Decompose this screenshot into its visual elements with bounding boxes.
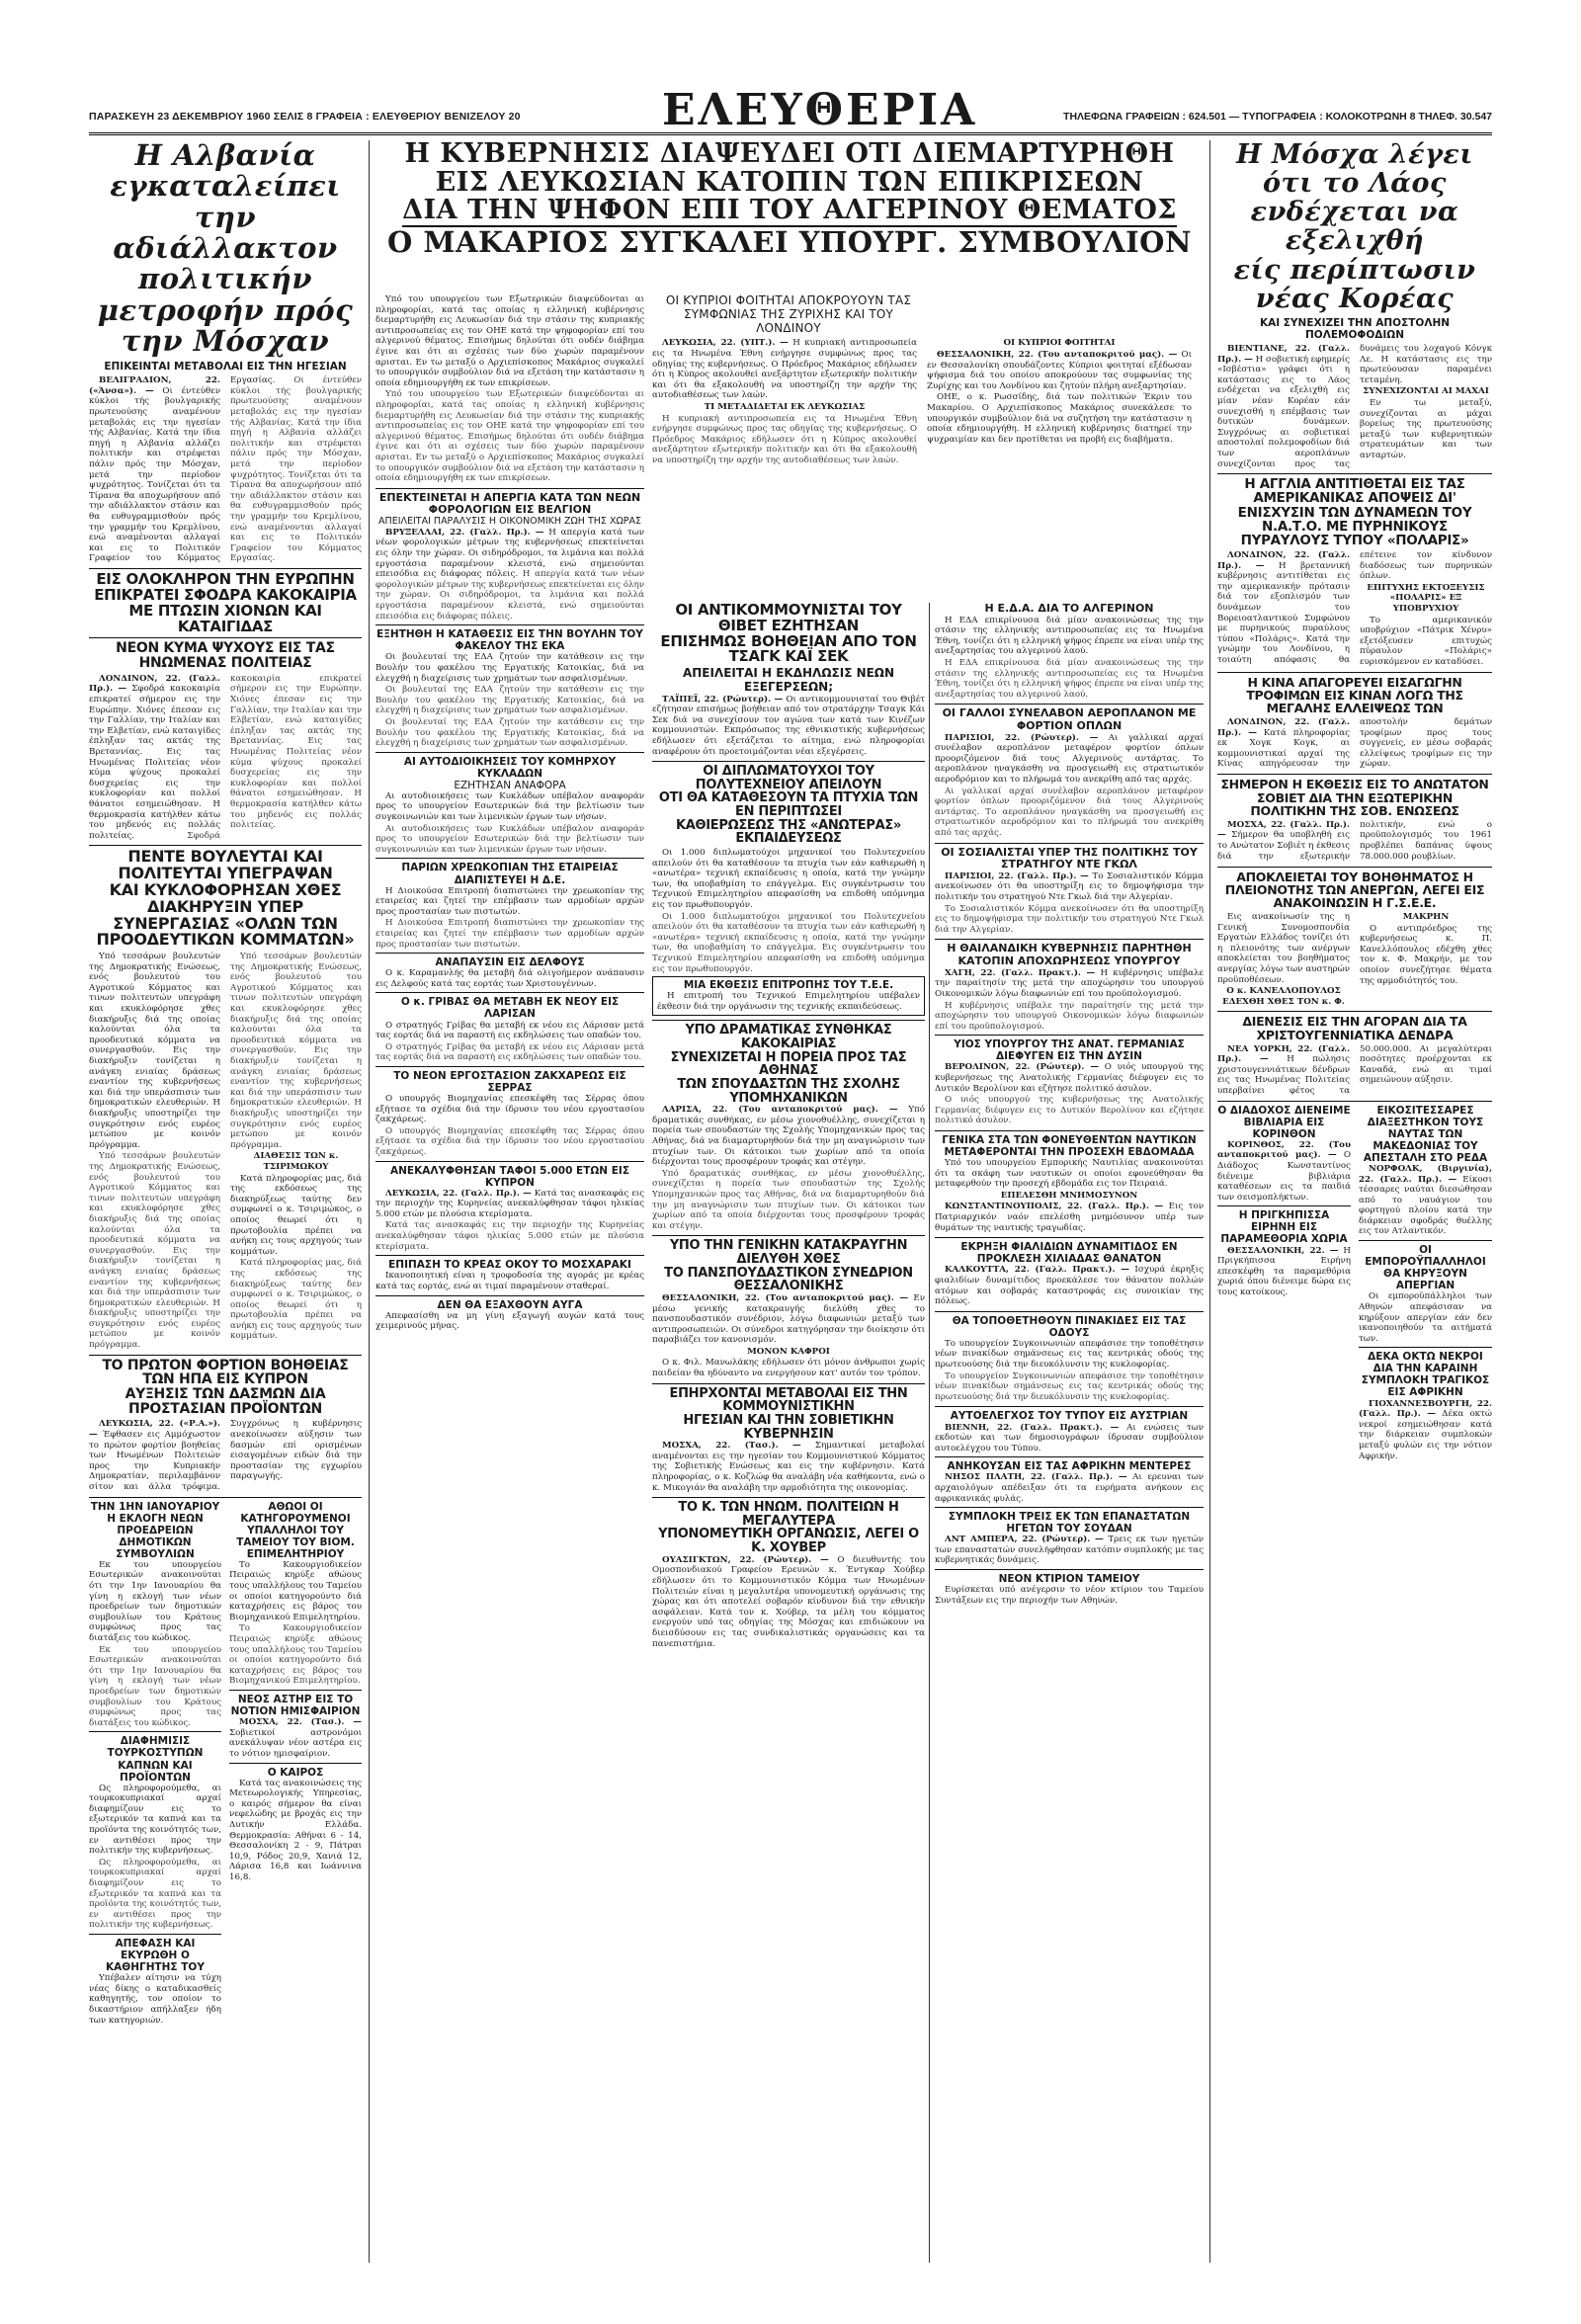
headline-text: ΔΙΑ ΤΗΝ ΨΗΦΟΝ ΕΠΙ ΤΟΥ ΑΛΓΕΡΙΝΟΥ ΘΕΜΑΤΟΣ xyxy=(402,195,1177,226)
dateline: ΛΟΝΔΙΝΟΝ, 22. (Γαλλ. Πρ.). — xyxy=(89,673,220,695)
article-text: Αι γαλλικαί αρχαί συνέλαβον αεροπλάνον μεταφέρον φορτίον όπλων προοριζόμενον διά τους Αλγερινούς αντάρτας. Το αεροπλάνον ηναγκάσθη να προσγειωθή εις στρατιωτικόν αεροδρόμιον και το πλήρωμά του ανεκρίθη από τας αρχάς. xyxy=(935,786,1204,839)
article-subheading: ΤΙ ΜΕΤΑΔΙΔΕΤΑΙ ΕΚ ΛΕΥΚΩΣΙΑΣ xyxy=(704,401,866,412)
article-text: Έφθασεν εις Αμμόχωστον το πρώτον φορτίον βοηθείας των Ηνωμένων Πολιτειών προς την Κυπριακήν Δημοκρατίαν, περιλαμβάνον σίτον και άλλα τρόφιμα. Συγχρόνως η κυβέρνησις ανεκοίνωσεν αύξησιν των δασμών επί ορισμένων εισαγομένων ειδών διά την προστασίαν της εγχωρίου παραγωγής. xyxy=(89,1419,362,1492)
meat-article xyxy=(375,1271,644,1291)
article-text: Ο υπουργός Βιομηχανίας επεσκέφθη τας Σέρρας όπου εξήτασε τα σχέδια διά την ίδρυσιν του νέου εργοστασίου ζακχάρεως. xyxy=(375,1094,644,1125)
col5-bottom-briefs xyxy=(1217,1105,1492,1463)
dateline: ΜΟΣΧΑ, 22. (Τασ.). — xyxy=(662,1441,801,1452)
sailors-rescued-article xyxy=(1359,1164,1492,1237)
headline-line: ΠΕΝΤΕ ΒΟΥΛΕΥΤΑΙ ΚΑΙ ΠΟΛΙΤΕΥΤΑΙ ΥΠΕΓΡΑΨΑΝ xyxy=(118,847,333,883)
africa-finds-article xyxy=(935,1472,1204,1504)
unemployed-article xyxy=(1217,912,1492,1007)
clash-headline: ΣΥΜΠΛΟΚΗ ΤΡΕΙΣ ΕΚ ΤΩΝ ΕΠΑΝΑΣΤΑΤΩΝ ΗΓΕΤΩΝ ΤΟΥ ΣΟΥΔΑΝ xyxy=(948,1511,1191,1536)
headline-line: ΟΙ ΔΙΠΛΩΜΑΤΟΥΧΟΙ ΤΟΥ ΠΟΛΥΤΕΧΝΕΙΟΥ ΑΠΕΙΛΟΥΝ xyxy=(695,764,882,792)
article-text: Η Πριγκήπισσα Ειρήνη επεσκέφθη τα παραμεθόρια χωριά όπου διένειμε δώρα εις τους κατοίκους. xyxy=(1217,1245,1351,1297)
article-text: Οι εμποροϋπάλληλοι των Αθηνών απεφάσισαν να κηρύξουν απεργίαν εάν δεν ικανοποιηθούν τα αιτήματά των. xyxy=(1359,1291,1492,1344)
mayors-article xyxy=(89,1560,221,1729)
brief-column xyxy=(229,1501,362,2028)
dateline: ΓΙΟΧΑΝΝΕΣΒΟΥΡΓΗ, 22. (Γαλλ. Πρ.). — xyxy=(1359,1398,1492,1420)
tombs-article xyxy=(375,1189,644,1253)
article-text: Οι βουλευταί της ΕΔΑ ζητούν την κατάθεσιν εις την Βουλήν του φακέλου της Εργατικής Κατοικίας, διά να ελεγχθή η διαχείρισις των χρημάτων των ασφαλισμένων. xyxy=(375,716,644,749)
clash-article xyxy=(935,1535,1204,1566)
article-text: Κατά τας ανασκαφάς εις την περιοχήν της Κυρηνείας ανεκαλύφθησαν τάφοι ηλικίας 5.000 ετών με πλούσια κτερίσματα. xyxy=(375,1220,644,1252)
dateline: ΛΑΡΙΣΑ, 22. (Του ανταποκριτού μας). — xyxy=(662,1105,898,1116)
bottom-briefs xyxy=(89,1501,362,2028)
article-text: Η κυπριακή αντιπροσωπεία εις τα Ηνωμένα Έθνη ενήργησε συμφώνως προς τας οδηγίας της κυβερνήσεως. Ο Πρόεδρος Μακάριος εδήλωσεν ότι η Κύπρος ακολουθεί ανεξάρτητον εξωτερικήν πολιτικήν και ότι θα εξακολουθή να υποστηρίζη την αρχήν της αυτοδιαθέσεως των λαών. xyxy=(652,413,917,465)
article-text: Σήμερον θα υποβληθή εις το Ανώτατον Σοβιέτ η έκθεσις διά την εξωτερικήν πολιτικήν, ενώ ο προϋπολογισμός του 1961 προβλέπει δαπάνας ύψους 78.000.000 ρουβλίων. xyxy=(1217,819,1492,862)
china-food-article xyxy=(1217,717,1492,770)
explosion-headline: ΕΚΡΗΞΗ ΦΙΑΛΙΔΙΩΝ ΔΥΝΑΜΙΤΙΔΟΣ ΕΝ ΠΡΟΚΛΕΣΗ ΧΙΛΙΑΔΑΣ ΘΑΝΑΤΟΝ xyxy=(960,1241,1178,1266)
polaris-article xyxy=(1217,550,1492,668)
albania-subheadline: ΕΠΙΚΕΙΝΤΑΙ ΜΕΤΑΒΟΛΑΙ ΕΙΣ ΤΗΝ ΗΓΕΣΙΑΝ xyxy=(104,361,347,374)
star-headline: ΝΕΟΣ ΑΣΤΗΡ ΕΙΣ ΤΟ ΝΟΤΙΟΝ ΗΜΙΣΦΑΙΡΙΟΝ xyxy=(230,1694,361,1718)
headline-line: την αδιάλλακτον πολιτικήν xyxy=(113,200,338,296)
headline-line: ΣΥΝΕΧΙΖΕΤΑΙ Η ΠΟΡΕΙΑ ΠΡΟΣ ΤΑΣ ΑΘΗΝΑΣ xyxy=(670,1049,907,1079)
headline-line: ΥΠΟ ΤΗΝ ΓΕΝΙΚΗΝ ΚΑΤΑΚΡΑΥΓΗΝ ΔΙΕΛΥΘΗ ΧΘΕΣ xyxy=(669,1238,908,1267)
article-text: Αι αυτοδιοικήσεις των Κυκλάδων υπέβαλον αναφοράν προς το υπουργείον Εσωτερικών διά την βελτίωσιν των συγκοινωνιών και των λιμενικών έργων των νήσων. xyxy=(375,823,644,855)
dateline: ΚΑΛΚΟΥΤΤΑ, 22. (Γαλλ. Πρακτ.). — xyxy=(945,1265,1129,1276)
dateline: ΠΑΡΙΣΙΟΙ, 22. (Γαλλ. Πρ.). — xyxy=(945,871,1089,881)
dateline: ΘΕΣΣΑΛΟΝΙΚΗ, 22. — xyxy=(1227,1245,1339,1256)
socialists-headline: ΟΙ ΣΟΣΙΑΛΙΣΤΑΙ ΥΠΕΡ ΤΗΣ ΠΟΛΙΤΙΚΗΣ ΤΟΥ ΣΤΡΑΤΗΓΟΥ ΝΤΕ ΓΚΩΛ xyxy=(941,845,1198,872)
aid-headline: ΤΟ ΠΡΩΤΟΝ ΦΟΡΤΙΟΝ ΒΟΗΘΕΙΑΣ ΤΩΝ ΗΠΑ ΕΙΣ ΚΥΠΡΟΝ xyxy=(102,1357,349,1388)
congress-article xyxy=(652,1293,925,1379)
africa-clash-article xyxy=(1359,1399,1492,1462)
article-text: Η Διοικούσα Επιτροπή διαπιστώνει την χρεωκοπίαν της εταιρείας και ζητεί την επέμβασιν των αρμοδίων αρχών προς προστασίαν των πιστωτών. xyxy=(375,918,644,950)
dateline: ΒΡΥΞΕΛΛΑΙ, 22. (Γαλλ. Πρ.). — xyxy=(385,527,544,538)
china-food-headline: Η ΚΙΝΑ ΑΠΑΓΟΡΕΥΕΙ ΕΙΣΑΓΩΓΗΝ ΤΡΟΦΙΜΩΝ ΕΙΣ ΚΙΝΑΝ ΛΟΓΩ ΤΗΣ ΜΕΓΑΛΗΣ ΕΛΛΕΙΨΕΩΣ ΤΩΝ xyxy=(1246,674,1463,715)
treasury-headline: ΝΕΟΝ ΚΤΙΡΙΟΝ ΤΑΜΕΙΟΥ xyxy=(998,1573,1140,1586)
dateline: ΛΕΥΚΩΣΙΑ, 22. (ΥΠΤ.). — xyxy=(662,338,789,349)
strike-article xyxy=(375,528,644,622)
headline-line: ΣΥΝΕΡΓΑΣΙΑΣ «ΟΛΩΝ ΤΩΝ ΠΡΟΟΔΕΥΤΙΚΩΝ ΚΟΜΜΑΤΩΝ» xyxy=(96,913,355,950)
headline-line: ΗΓΕΣΙΑΝ ΚΑΙ ΤΗΝ ΣΟΒΙΕΤΙΚΗΝ ΚΥΒΕΡΝΗΣΙΝ xyxy=(683,1412,894,1442)
article-text: Δέκα οκτώ νεκροί εσημειώθησαν κατά την διάρκειαν συμπλοκών μεταξύ φυλών εις την νότιον Αφρικήν. xyxy=(1359,1409,1492,1461)
headline-line: ΟΙ ΑΝΤΙΚΟΜΜΟΥΝΙΣΤΑΙ ΤΟΥ ΘΙΒΕΤ ΕΖΗΤΗΣΑΝ xyxy=(675,601,902,634)
article-subheading: ΣΥΝΕΧΙΖΟΝΤΑΙ ΑΙ ΜΑΧΑΙ xyxy=(1363,386,1489,397)
sailors-article xyxy=(935,1158,1204,1233)
bankruptcy-article xyxy=(375,886,644,951)
grivas-headline: Ο κ. ΓΡΙΒΑΣ ΘΑ ΜΕΤΑΒΗ ΕΚ ΝΕΟΥ ΕΙΣ ΛΑΡΙΣΑΝ xyxy=(400,996,620,1021)
tee-box xyxy=(652,976,925,1016)
dateline: ΒΙΕΝΝΗ, 22. (Γαλλ. Πρακτ.). — xyxy=(945,1422,1120,1433)
resignation-article xyxy=(935,968,1204,1033)
article-text: Αι ενώσεις των εκδοτών και των δημοσιογράφων ίδρυσαν συμβούλιον αυτοελέγχου του Τύπου. xyxy=(935,1422,1204,1453)
article-text: Η ΕΔΑ επικρίνουσα διά μίαν ανακοινώσεως της την στάσιν της ελληνικής αντιπροσωπείας εις τα Ηνωμένα Έθνη, τονίζει ότι η ελληνική ψήφος έπρεπε να είναι υπέρ της ανεξαρτησίας του αλγερινού λαού. xyxy=(935,615,1204,657)
article-text: Ικανοποιητική είναι η τροφοδοσία της αγοράς με κρέας κατά τας εορτάς, ενώ αι τιμαί παραμένουν σταθεραί. xyxy=(375,1271,644,1291)
newspaper-page xyxy=(89,85,1493,2263)
article-subheading: ΕΠΙΤΥΧΗΣ ΕΚΤΟΞΕΥΣΙΣ «ΠΟΛΑΡΙΣ» ΕΞ ΥΠΟΒΡΥΧΙΟΥ xyxy=(1367,582,1485,615)
serres-headline: ΤΟ ΝΕΟΝ ΕΡΓΟΣΤΑΣΙΟΝ ΖΑΚΧΑΡΕΩΣ ΕΙΣ ΣΕΡΡΑΣ xyxy=(393,1069,626,1094)
article-text: Εν μέσω γενικής κατακραυγής διελύθη χθες το πανσπουδαστικόν συνέδριον, λόγω διαφωνιών μεταξύ των αντιπροσωπειών. Οι σύνεδροι κατηγόρησαν την διοίκησιν ότι παραβιάζει τον κανονισμόν. xyxy=(652,1292,925,1346)
article-text: Σημαντικαί μεταβολαί αναμένονται εις την ηγεσίαν του Κομμουνιστικού Κόμματος της Σοβιετικής Ενώσεως και εις την κυβέρνησιν. Κατά πληροφορίας, ο κ. Κοζλώφ θα αναλάβη νέα καθήκοντα, ενώ ο κ. Μικογιάν θα αναλάβη την αρμοδιότητα της οικονομίας. xyxy=(652,1441,925,1493)
dateline: ΛΕΥΚΩΣΙΑ, 22. (Γαλλ. Πρ.). — xyxy=(385,1188,532,1199)
march-headline xyxy=(652,1024,925,1105)
self-gov-headline: ΑΙ ΑΥΤΟΔΙΟΙΚΗΣΕΙΣ ΤΟΥ ΚΟΜΗΡΧΟΥ ΚΥΚΛΑΔΩΝ xyxy=(403,755,617,780)
unemployed-headline: ΑΠΟΚΛΕΙΕΤΑΙ ΤΟΥ ΒΟΗΘΗΜΑΤΟΣ Η ΠΛΕΙΟΝΟΤΗΣ ΤΩΝ ΑΝΕΡΓΩΝ, ΛΕΓΕΙ ΕΙΣ ΑΝΑΚΟΙΝΩΣΙΝ Η Γ.Σ.Ε.Ε. xyxy=(1224,869,1485,910)
headline-line: ενδέχεται να εξελιχθή xyxy=(1250,197,1459,257)
signs-article xyxy=(935,1339,1204,1403)
tee-box-text xyxy=(657,991,920,1012)
masthead xyxy=(89,85,1492,135)
tax-article xyxy=(229,1560,362,1687)
article-text: Υπό του υπουργείου των Εξωτερικών διαψεύδονται αι πληροφορίαι, κατά τας οποίας η ελληνική κυβέρνησις διεμαρτυρήθη εις Λευκωσίαν διά την στάσιν της κυπριακής αντιπροσωπείας εις τον ΟΗΕ κατά την ψηφοφορίαν επί του αλγερινού θέματος. Επισήμως δηλούται ότι ουδέν διάβημα έγινε και ότι αι σχέσεις των δύο χωρών παραμένουν αρισται. Εν τω μεταξύ ο Αρχιεπίσκοπος Μακάριος συγκαλεί το υπουργικόν συμβούλιον διά να εξετάση την κατάστασιν η οποία εδημιουργήθη εκ των επικρίσεων. xyxy=(375,389,644,484)
headline-line xyxy=(375,197,1204,227)
headline-line: ΤΟ Κ. ΤΩΝ ΗΝΩΜ. ΠΟΛΙΤΕΙΩΝ Η ΜΕΓΑΛΥΤΕΡΑ xyxy=(678,1500,899,1529)
dateline: ΘΕΣΣΑΛΟΝΙΚΗ, 22. (Του ανταποκριτού μας). — xyxy=(937,349,1178,360)
article-text: Το Σοσιαλιστικόν Κόμμα ανεκοίνωσεν ότι θα υποστηρίξη εις το δημοψήφισμα την πολιτικήν του στρατηγού Ντε Γκωλ διά την Αλγερίαν. xyxy=(935,903,1204,935)
headline-line: ΥΠΟ ΔΡΑΜΑΤΙΚΑΣ ΣΥΝΘΗΚΑΣ ΚΑΚΟΚΑΙΡΙΑΣ xyxy=(685,1023,892,1052)
dateline: ΝΟΡΦΟΛΚ, (Βιργινία), 22. (Γαλλ. Πρ.). — xyxy=(1359,1163,1492,1185)
article-text: Υπέβαλεν αίτησιν να τύχη νέας δίκης ο καταδικασθείς καθηγητής, τον οποίον το δικαστήριον απήλλαξεν ήδη των κατηγοριών. xyxy=(89,1973,221,2026)
article-text: Εν τω μεταξύ, συνεχίζονται αι μάχαι βορείως της πρωτευούσης μεταξύ των κυβερνητικών στρατευμάτων και των ανταρτών. xyxy=(1360,398,1492,460)
article-text: Ο κ. Φιλ. Μανωλάκης εδήλωσεν ότι μόνον άνθρωποι χωρίς παιδείαν θα ηδύναντο να ενεργήσουν κατ' αυτόν τον τρόπον. xyxy=(652,1358,925,1379)
dateline: ΠΑΡΙΣΙΟΙ, 22. (Ρώυτερ). — xyxy=(945,732,1099,743)
column-1 xyxy=(89,140,362,2027)
tibet-article xyxy=(652,695,925,758)
article-text: Η απεργία κατά των νέων φορολογικών μέτρων της κυβερνήσεως επεκτείνεται εις όλην την χώραν. Οι σιδηρόδρομοι, τα λιμάνια και πολλά εργοστάσια παραμένουν κλειστά, ενώ σημειούνται επεισόδια εις διάφορας πόλεις. xyxy=(375,527,644,580)
dateline: ΝΗΣΟΣ ΠΛΑΤΗ, 22. (Γαλλ. Πρ.). — xyxy=(945,1472,1127,1483)
laos-subheadline: ΚΑΙ ΣΥΝΕΧΙΖΕΙ ΤΗΝ ΑΠΟΣΤΟΛΗΝ ΠΟΛΕΜΟΦΟΔΙΩΝ xyxy=(1259,316,1451,341)
tibet-subheadline: ΑΠΕΙΛΕΙΤΑΙ Η ΕΚΔΗΛΩΣΙΣ ΝΕΩΝ ΕΞΕΓΕΡΣΕΩΝ; xyxy=(682,666,895,694)
defector-headline: ΥΙΟΣ ΥΠΟΥΡΓΟΥ ΤΗΣ ΑΝΑΤ. ΓΕΡΜΑΝΙΑΣ ΔΙΕΦΥΓΕΝ ΕΙΣ ΤΗΝ ΔΥΣΙΝ xyxy=(954,1038,1185,1063)
albania-headline xyxy=(89,140,362,357)
main-headline xyxy=(375,140,1204,258)
article-subheading: ΜΟΝΟΝ ΚΑΦΡΟΙ xyxy=(747,1346,830,1357)
article-text: Υπό τεσσάρων βουλευτών της Δημοκρατικής Ενώσεως, ενός βουλευτού του Αγροτικού Κόμματος και τινων πολιτευτών υπεγράφη και εκυκλοφόρησε χθες διακήρυξις διά της οποίας καλούνται όλα τα προοδευτικά κόμματα να συνεργασθούν. Εις την διακήρυξιν τονίζεται η ανάγκη ενιαίας δράσεως εναντίον της κυβερνήσεως και διά την υπεράσπισιν των δημοκρατικών ελευθεριών. Η διακήρυξις υποστηρίζει την συγκρότησιν ενός ευρέος μετώπου με κοινόν πρόγραμμα. xyxy=(89,1151,220,1351)
mayors-headline: ΤΗΝ 1ΗΝ ΙΑΝΟΥΑΡΙΟΥ Η ΕΚΛΟΓΗ ΝΕΩΝ ΠΡΟΕΔΡΕΙΩΝ ΔΗΜΟΤΙΚΩΝ ΣΥΜΒΟΥΛΙΩΝ xyxy=(90,1500,220,1560)
tobacco-headline: ΔΙΑΦΗΜΙΣΙΣ ΤΟΥΡΚΟΣΤΥΠΩΝ ΚΑΠΝΩΝ ΚΑΙ ΠΡΟΪΟΝΤΩΝ xyxy=(107,1735,204,1784)
article-text: Το υπουργείον Συγκοινωνιών απεφάσισε την τοποθέτησιν νέων πινακίδων σημάνσεως εις τας κεντρικάς οδούς της πρωτευούσης διά την διευκόλυνσιν της κυκλοφορίας. xyxy=(935,1338,1204,1370)
article-text: Κατά τας ανακοινώσεις της Μετεωρολογικής Υπηρεσίας, ο καιρός σήμερον θα είναι νεφελώδης με βροχάς εις την Δυτικήν Ελλάδα. Θερμοκρασία: Αθήναι 6 - 14, Θεσσαλονίκη 2 - 9, Πάτραι 10,9, Ρόδος 20,9, Χανιά 12, Λάρισα 16,8 και Ιωάννινα 16,8. xyxy=(229,1778,362,1882)
hoover-article xyxy=(652,1555,925,1649)
brief-column xyxy=(1359,1105,1492,1463)
headline-line: ΤΟ ΠΑΝΣΠΟΥΔΑΣΤΙΚΟΝ ΣΥΝΕΔΡΙΟΝ ΘΕΣΣΑΛΟΝΙΚΗΣ xyxy=(664,1265,913,1294)
masthead-rule xyxy=(89,132,1492,135)
princess-headline: Η ΠΡΙΓΚΗΠΙΣΣΑ ΕΙΡΗΝΗ ΕΙΣ ΠΑΡΑΜΕΘΟΡΙΑ ΧΩΡΙΑ xyxy=(1220,1209,1348,1246)
article-text: Εκ του υπουργείου Εσωτερικών ανακοινούται ότι την 1ην Ιανουαρίου θα γίνη η εκλογή των νέων προεδρείων των δημοτικών συμβουλίων του Κράτους συμφώνως προς τας διατάξεις του κώδικος. xyxy=(89,1644,221,1728)
cyprus-continued xyxy=(652,338,1192,465)
brief-column xyxy=(89,1501,221,2028)
headline-line: μετροφήν πρός την Μόσχαν xyxy=(97,292,354,358)
headline-line: Η Αλβανία εγκαταλείπει xyxy=(110,138,341,204)
tibet-headline xyxy=(652,603,925,665)
eggs-article xyxy=(375,1311,644,1332)
article-text: Κατά πληροφορίας μας, διά της εκδόσεως της διακηρύξεως ταύτης δεν συμφωνεί ο κ. Τσιριμώκος, ο οποίος θεωρεί ότι η πρωτοβουλία πρέπει να ανήκη εις τους αρχηγούς των κομμάτων. xyxy=(230,1258,362,1342)
article-text: Κατά πληροφορίας μας, διά της εκδόσεως της διακηρύξεως ταύτης δεν συμφωνεί ο κ. Τσιριμώκος, ο οποίος θεωρεί ότι η πρωτοβουλία πρέπει να ανήκη εις τους αρχηγούς των κομμάτων. xyxy=(230,1173,362,1257)
aid-article xyxy=(89,1419,362,1492)
headline-line: ΕΙΣ ΛΕΥΚΩΣΙΑΝ ΚΑΤΟΠΙΝ ΤΩΝ ΕΠΙΚΡΙΣΕΩΝ xyxy=(435,166,1144,198)
serres-article xyxy=(375,1094,644,1158)
dateline: ΚΟΡΙΝΘΟΣ, 22. (Του ανταποκριτού μας). — xyxy=(1217,1139,1351,1161)
article-subheading: ΕΠΕΛΕΣΘΗ ΜΝΗΜΟΣΥΝΟΝ xyxy=(1000,1190,1138,1201)
supreme-soviet-article xyxy=(1217,820,1492,863)
africa-clash-headline: ΔΕΚΑ ΟΚΤΩ ΝΕΚΡΟΙ ΔΙΑ ΤΗΝ ΚΑΡΑΙΝΗ ΣΥΜΠΛΟΚΗ ΤΡΑΓΙΚΟΣ ΕΙΣ ΑΦΡΙΚΗΝ xyxy=(1361,1351,1490,1399)
self-gov-article xyxy=(375,791,644,856)
column-2 xyxy=(375,294,644,1333)
soviet-leadership-headline xyxy=(652,1387,925,1442)
article-text: Η σοβιετική εφημερίς «Ισβέστια» γράφει ότι η κατάστασις εις το Λάος ενδέχεται να εξελιχθή εις μίαν νέαν Κορέαν εάν συνεχισθή η επέμβασις των δυτικών δυνάμεων. Συγχρόνως αι σοβιετικαί αποστολαί πολεμοφοδίων διά των αεροπλάνων συνεχίζονται προς τας δυνάμεις του λοχαγού Κόνγκ Λε. Η κατάστασις εις την πρωτεύουσαν παραμένει τεταμένη. xyxy=(1217,344,1492,469)
article-text: Ο κ. Καραμανλής θα μεταβή διά ολιγοήμερον ανάπαυσιν εις Δελφούς κατά τας εορτάς των Χριστουγέννων. xyxy=(375,968,644,989)
dateline: ΛΟΝΔΙΝΟΝ, 22. (Γαλλ. Πρ.). — xyxy=(1217,716,1350,738)
article-text: Ο υιός υπουργού της κυβερνήσεως της Ανατολικής Γερμανίας διέφυγεν εις το Δυτικόν Βερολίνον και εζήτησε πολιτικό άσυλον. xyxy=(935,1062,1204,1094)
tax-headline: ΑΘΩΟΙ ΟΙ ΚΑΤΗΓΟΡΟΥΜΕΝΟΙ ΥΠΑΛΛΗΛΟΙ ΤΟΥ ΤΑΜΕΙΟΥ ΤΟΥ ΒΙΟΜ. ΕΠΙΜΕΛΗΤΗΡΙΟΥ xyxy=(236,1500,355,1560)
article-text: Ο διευθυντής του Ομοσπονδιακού Γραφείου Ερευνών κ. Έντγκαρ Χούβερ εδήλωσεν ότι το Κομμουνιστικόν Κόμμα των Ηνωμένων Πολιτειών είναι η μεγαλυτέρα υπονομευτική οργάνωσις της χώρας και ότι αποτελεί σοβαρόν κίνδυνον διά την εθνικήν ασφάλειαν. Κατά τον κ. Χούβερ, τα μέλη του κόμματος ενεργούν υπό τας οδηγίας της Μόσχας και επιδιώκουν να διεισδύσουν εις τας συνδικαλιστικάς οργανώσεις και τα πανεπιστήμια. xyxy=(652,1554,925,1649)
article-text: Υπό τεσσάρων βουλευτών της Δημοκρατικής Ενώσεως, ενός βουλευτού του Αγροτικού Κόμματος και τινων πολιτευτών υπεγράφη και εκυκλοφόρησε χθες διακήρυξις διά της οποίας καλούνται όλα τα προοδευτικά κόμματα να συνεργασθούν. Εις την διακήρυξιν τονίζεται η ανάγκη ενιαίας δράσεως εναντίον της κυβερνήσεως και διά την υπεράσπισιν των δημοκρατικών ελευθεριών. Η διακήρυξις υποστηρίζει την συγκρότησιν ενός ευρέος μετώπου με κοινόν πρόγραμμα. xyxy=(89,952,220,1150)
headline-line: ΤΩΝ ΣΠΟΥΔΑΣΤΩΝ ΤΗΣ ΣΧΟΛΗΣ ΥΠΟΜΗΧΑΝΙΚΩΝ xyxy=(677,1076,900,1106)
dateline: ΒΙΕΝΤΙΑΝΕ, 22. (Γαλλ. Πρ.). — xyxy=(1217,344,1350,365)
cold-subheadline: ΝΕΟΝ ΚΥΜΑ ΨΥΧΟΥΣ ΕΙΣ ΤΑΣ ΗΝΩΜΕΝΑΣ ΠΟΛΙΤΕΙΑΣ xyxy=(116,640,335,672)
center-top xyxy=(375,140,1204,258)
headline-line: ΥΠΟΝΟΜΕΥΤΙΚΗ ΟΡΓΑΝΩΣΙΣ, ΛΕΓΕΙ Ο Κ. ΧΟΥΒΕΡ xyxy=(658,1527,919,1556)
socialists-article xyxy=(935,872,1204,936)
article-text: Ο Διάδοχος Κωνσταντίνος διένειμε βιβλιάρια καταθέσεων εις τα παιδιά των σεισμοπλήκτων. xyxy=(1217,1150,1352,1203)
article-text: Ως πληροφορούμεθα, αι τουρκοκυπριακαί αρχαί διαφημίζουν εις το εξωτερικόν τα καπνά και τα προϊόντα της κοινότητός των, εν αντιθέσει προς την πολιτικήν της κυβερνήσεως. xyxy=(89,1783,221,1857)
article-text: Η κυβέρνησις υπέβαλε την παραίτησίν της μετά την αποχώρησιν του υπουργού Οικονομικών λόγω διαφωνιών επί του προϋπολογισμού. xyxy=(935,967,1204,999)
eggs-headline: ΔΕΝ ΘΑ ΕΞΑΧΘΟΥΝ ΑΥΓΑ xyxy=(437,1298,583,1311)
strike-headline: ΕΠΕΚΤΕΙΝΕΤΑΙ Η ΑΠΕΡΓΙΑ ΚΑΤΑ ΤΩΝ ΝΕΩΝ ΦΟΡΟΛΟΓΙΩΝ ΕΙΣ ΒΕΛΓΙΟΝ xyxy=(378,490,641,517)
tombs-headline: ΑΝΕΚΑΛΥΦΘΗΣΑΝ ΤΑΦΟΙ 5.000 ΕΤΩΝ ΕΙΣ ΚΥΠΡΟΝ xyxy=(390,1164,629,1189)
article-text: Το υπουργείον Συγκοινωνιών απεφάσισε την τοποθέτησιν νέων πινακίδων σημάνσεως εις τας κεντρικάς οδούς της πρωτευούσης διά την διευκόλυνσιν της κυκλοφορίας. xyxy=(935,1370,1204,1402)
headline-line: ΟΤΙ ΘΑ ΚΑΤΑΘΕΣΟΥΝ ΤΑ ΠΤΥΧΙΑ ΤΩΝ ΕΝ ΠΕΡΙΠΤΩΣΕΙ xyxy=(658,790,919,820)
congress-headline xyxy=(652,1239,925,1293)
article-text: Ο στρατηγός Γρίβας θα μεταβή εκ νέου εις Λάρισαν μετά τας εορτάς διά να παραστή εις εκδηλώσεις των οπαδών του. xyxy=(375,1020,644,1041)
article-text: Απεφασίσθη να μη γίνη εξαγωγή αυγών κατά τους χειμερινούς μήνας. xyxy=(375,1310,644,1332)
article-text: Ως πληροφορούμεθα, αι τουρκοκυπριακαί αρχαί διαφημίζουν εις το εξωτερικόν τα καπνά και τα προϊόντα της κοινότητός των, εν αντιθέσει προς την πολιτικήν της κυβερνήσεως. xyxy=(89,1857,221,1931)
dateline: ΒΕΡΟΛΙΝΟΝ, 22. (Ρώυτερ). — xyxy=(945,1062,1100,1073)
article-text: Η βρεταννική κυβέρνησις αντιτίθεται εις την αμερικανικήν πρότασιν διά τον εξοπλισμόν των δυνάμεων του Βορειοατλαντικού Συμφώνου με πυρηνικούς πυραύλους τύπου «Πολάρις». Κατά την γνώμην του Λονδίνου, η τοιαύτη απόφασις θα επέτεινε τον κίνδυνον διαδόσεως των πυρηνικών όπλων. xyxy=(1217,550,1492,665)
dateline: ΧΑΓΗ, 22. (Γαλλ. Πρακτ.). — xyxy=(945,967,1096,978)
article-text: Το αμερικανικόν υποβρύχιον «Πάτρικ Χένρυ» εξετόξευσεν επιτυχώς πύραυλον «Πολάρις» ευρισκόμενον εν καταδύσει. xyxy=(1360,615,1492,667)
article-text: Αι γαλλικαί αρχαί συνέλαβον αεροπλάνον μεταφέρον φορτίον όπλων προοριζόμενον διά τους Αλγερινούς αντάρτας. Το αεροπλάνον ηναγκάσθη να προσγειωθή εις στρατιωτικόν αεροδρόμιον και το πλήρωμά του ανεκρίθη από τας αρχάς. xyxy=(935,732,1204,786)
column-4 xyxy=(935,603,1204,1607)
column-rule xyxy=(1209,140,1210,2263)
article-text: Οι βουλευταί της ΕΔΑ ζητούν την κατάθεσιν εις την Βουλήν του φακέλου της Εργατικής Κατοικίας, διά να ελεγχθή η διαχείρισις των χρημάτων των ασφαλισμένων. xyxy=(375,685,644,716)
article-text: Ο υπουργός Βιομηχανίας επεσκέφθη τας Σέρρας όπου εξήτασε τα σχέδια διά την ίδρυσιν του νέου εργοστασίου ζακχάρεως. xyxy=(375,1125,644,1157)
article-text: Το Κακουργιοδικείον Πειραιώς κηρύξε αθώους τους υπαλλήλους του Ταμείου οι οποίοι κατηγορούντο διά καταχρήσεις εις βάρος του Βιομηχανικού Επιμελητηρίου. xyxy=(229,1559,362,1622)
sailors-headline: ΓΕΝΙΚΑ ΣΤΑ ΤΩΝ ΦΟΝΕΥΘΕΝΤΩΝ ΝΑΥΤΙΚΩΝ ΜΕΤΑΦΕΡΟΝΤΑΙ ΤΗΝ ΠΡΟΣΕΧΗ ΕΒΔΟΜΑΔΑ xyxy=(942,1133,1197,1159)
march-article xyxy=(652,1105,925,1231)
self-gov-subheadline: ΕΖΗΤΗΣΑΝ ΑΝΑΦΟΡΑ xyxy=(454,779,566,791)
article-text: ΟΗΕ, ο κ. Ρωσσίδης, διά των πολιτικών Έκριν του Μακαρίου. Ο Αρχιεπίσκοπος Μακάριος συνεκάλεσε το υπουργικόν συμβούλιον διά να συζητήση την κατάστασιν η οποία εδημιουργήθη. Η ελληνική κυβέρνησις διατηρεί την ψυχραιμίαν και δεν προτίθεται να προβή εις διαβήματα. xyxy=(927,392,1192,445)
article-text: Οι έντεύθεν κύκλοι τής βουλγαρικής πρωτευούσης αναμένουν μεταβολάς εις την ηγεσίαν τής Αλβανίας. Κατά την ίδια πηγή η Αλβανία αλλάζει πολιτικήν και στρέφεται πάλιν πρός την Μόσχαν, μετά την περίοδον ψυχρότητος. Τονίζεται ότι τα Τίρανα θα αποχωρήσουν από την αδιάλλακτον στάσιν και θα ευθυγραμμισθούν πρός την γραμμήν του Κρεμλίνου, ενώ αναμένονται αλλαγαί και εις το Πολιτικόν Γραφείον του Κόμματος Εργασίας. xyxy=(230,375,362,564)
africa-finds-headline: ΑΝΗΚΟΥΣΑΝ ΕΙΣ ΤΑΣ ΑΦΡΙΚΗΝ ΜΕΝΤΕΡΕΣ xyxy=(947,1460,1192,1473)
article-text: Υπό του υπουργείου των Εξωτερικών διαψεύδονται αι πληροφορίαι, κατά τας οποίας η ελληνική κυβέρνησις διεμαρτυρήθη εις Λευκωσίαν διά την στάσιν της κυπριακής αντιπροσωπείας εις τον ΟΗΕ κατά την ψηφοφορίαν επί του αλγερινού θέματος. Επισήμως δηλούται ότι ουδέν διάβημα έγινε και ότι αι σχέσεις των δύο χωρών παραμένουν αρισται. Εν τω μεταξύ ο Αρχιεπίσκοπος Μακάριος συγκαλεί το υπουργικόν συμβούλιον διά να εξετάση την κατάστασιν η οποία εδημιουργήθη εκ των επικρίσεων. xyxy=(375,294,644,388)
soviet-leadership-article xyxy=(652,1441,925,1493)
resignation-headline: Η ΘΑΙΛΑΝΔΙΚΗ ΚΥΒΕΡΝΗΣΙΣ ΠΑΡΗΤΗΘΗ ΚΑΤΟΠΙΝ ΑΠΟΧΩΡΗΣΕΩΣ ΥΠΟΥΡΓΟΥ xyxy=(947,942,1192,968)
cold-article xyxy=(89,674,362,842)
strike-subheadline: ΑΠΕΙΛΕΙΤΑΙ ΠΑΡΑΛΥΣΙΣ Η ΟΙΚΟΝΟΜΙΚΗ ΖΩΗ ΤΗΣ ΧΩΡΑΣ xyxy=(378,515,641,527)
meat-headline: ΕΠΙΠΑΣΗ ΤΟ ΚΡΕΑΣ ΟΚΟΥ ΤΟ ΜΟΣΧΑΡΑΚΙ xyxy=(388,1259,631,1272)
bankruptcy-headline: ΠΑΡΙΩΝ ΧΡΕΩΚΟΠΙΑΝ ΤΗΣ ΕΤΑΙΡΕΙΑΣ ΔΙΑΠΙΣΤΕΥΕΙ Η Δ.Ε. xyxy=(401,862,619,886)
article-text: Η απεργία κατά των νέων φορολογικών μέτρων της κυβερνήσεως επεκτείνεται εις όλην την χώραν. Οι σιδηρόδρομοι, τα λιμάνια και πολλά εργοστάσια παραμένουν κλειστά, ενώ σημειούνται επεισόδια εις διάφορας πόλεις. xyxy=(375,569,644,622)
headline-line: είς περίπτωσιν νέας Κορέας xyxy=(1233,254,1476,314)
dateline: ΜΟΣΧΑ, 22. (Τασ.). — xyxy=(239,1717,362,1728)
dateline: ΜΟΣΧΑ, 22. (Γαλλ. Πρ.). — xyxy=(1217,819,1350,841)
princess-article xyxy=(1217,1246,1351,1298)
austria-article xyxy=(935,1423,1204,1454)
article-text: Η κυβέρνησις υπέβαλε την παραίτησίν της μετά την αποχώρησιν του υπουργού Οικονομικών λόγω διαφωνιών επί του προϋπολογισμού. xyxy=(935,1000,1204,1032)
article-text: Εις ανακοίνωσίν της η Γενική Συνομοσπονδία Εργατών Ελλάδος τονίζει ότι η πλειονότης των ανέργων αποκλείεται του βοηθήματος ανεργίας λόγω των αυστηρών προϋποθέσεων. xyxy=(1217,912,1350,985)
headline-line: ΕΠΙΣΗΜΩΣ ΒΟΗΘΕΙΑΝ ΑΠΟ ΤΟΝ ΤΣΑΓΚ ΚΑΪ ΣΕΚ xyxy=(660,631,917,666)
article-text: Εις τον Πατριαρχικόν ναόν επελέσθη μνημόσυνον υπέρ των θυμάτων της ναυτικής τραγωδίας. xyxy=(935,1202,1204,1233)
laos-headline xyxy=(1217,140,1492,313)
article-text: Είκοσι τέσσαρες ναύται διεσώθησαν από το ναυάγιον του φορτηγού πλοίου κατά την διάρκειαν σφοδράς θυέλλης εις τον Ατλαντικόν. xyxy=(1359,1174,1493,1237)
dateline: ΒΕΛΙΓΡΑΔΙΟΝ, 22. («Άνσα»). — xyxy=(89,375,220,396)
dateline: ΝΕΑ ΥΟΡΚΗ, 22. (Γαλλ. Πρ.). — xyxy=(1217,1043,1350,1065)
article-text: Η κυπριακή αντιπροσωπεία εις τα Ηνωμένα Έθνη ενήργησε συμφώνως προς τας οδηγίας της κυβερνήσεως. Ο Πρόεδρος Μακάριος εδήλωσεν ότι η Κύπρος ακολουθεί ανεξάρτητον εξωτερικήν πολιτικήν και ότι θα εξακολουθή να υποστηρίζη την αρχήν της αυτοδιαθέσεως των λαών. xyxy=(652,338,917,401)
defector-article xyxy=(935,1062,1204,1126)
headline-line: Η Μόσχα λέγει ότι το Λάος xyxy=(1236,139,1473,200)
acquitted-article xyxy=(89,1973,221,2026)
article-text: Η Διοικούσα Επιτροπή διαπιστώνει την χρεωκοπίαν της εταιρείας και ζητεί την επέμβασιν των αρμοδίων αρχών προς προστασίαν των πιστωτών. xyxy=(375,885,644,917)
article-text: Αι ερευναι των αρχαιολόγων απέδειξαν ότι τα ευρήματα ανήκουν εις αφρικανικάς φυλάς. xyxy=(935,1472,1204,1504)
albania-article xyxy=(89,375,362,564)
article-subheading: ΔΙΑΘΕΣΙΣ ΤΩΝ κ. ΤΣΙΡΙΜΩΚΟΥ xyxy=(253,1151,339,1172)
clerks-strike-article xyxy=(1359,1291,1492,1344)
article-text: Οι εν Θεσσαλονίκη σπουδάζοντες Κύπριοι φοιτηταί εξέδωσαν ψήφισμα διά του οποίου αποκρούουν τας συμφωνίας της Ζυρίχης και του Λονδίνου και ζητούν πλήρη ανεξαρτησίαν. xyxy=(927,349,1192,391)
article-text: Κατά τας ανασκαφάς εις την περιοχήν της Κυρηνείας ανεκαλύφθησαν τάφοι ηλικίας 5.000 ετών με πλούσια κτερίσματα. xyxy=(375,1188,644,1219)
supreme-soviet-headline: ΣΗΜΕΡΟΝ Η ΕΚΘΕΣΙΣ ΕΙΣ ΤΟ ΑΝΩΤΑΤΟΝ ΣΟΒΙΕΤ ΔΙΑ ΤΗΝ ΕΞΩΤΕΡΙΚΗΝ ΠΟΛΙΤΙΚΗΝ ΤΗΣ ΣΟΒ. ΕΝΩΣΕΩΣ xyxy=(1220,777,1489,818)
article-text: Υπό του υπουργείου Εμπορικής Ναυτιλίας ανακοινούται ότι τα σκάφη των ναυτικών οι οποίοι εφονεύθησαν θα μεταφερθούν την προσεχή εβδομάδα εις τον Πειραιά. xyxy=(935,1158,1204,1190)
laos-article xyxy=(1217,344,1492,469)
polytechnic-article xyxy=(652,848,925,974)
article-text: Κατά πληροφορίας εκ Χογκ Κογκ, αι κομμουνιστικαί αρχαί της Κίνας απηγόρευσαν την αποστολήν δεμάτων τροφίμων προς τους συγγενείς, εν μέσω σοβαράς ελλείψεως τροφίμων εις την χώραν. xyxy=(1217,716,1492,770)
column-3 xyxy=(652,293,1192,466)
article-text: Η ΕΔΑ επικρίνουσα διά μίαν ανακοινώσεως της την στάσιν της ελληνικής αντιπροσωπείας εις τα Ηνωμένα Έθνη, τονίζει ότι η ελληνική ψήφος έπρεπε να είναι υπέρ της ανεξαρτησίας του αλγερινού λαού. xyxy=(935,658,1204,700)
dateline: ΑΝΤ ΑΜΠΕΡΑ, 22. (Ρώυτερ). — xyxy=(945,1535,1104,1545)
polytechnic-headline xyxy=(652,765,925,846)
eka-article xyxy=(375,652,644,748)
aid-subheadline: ΑΥΞΗΣΙΣ ΤΩΝ ΔΑΣΜΩΝ ΔΙΑ ΠΡΟΣΤΑΣΙΑΝ ΠΡΟΪΟΝΤΩΝ xyxy=(125,1386,326,1417)
dateline: ΛΟΝΔΙΝΟΝ, 22. (Γαλλ. Πρ.). — xyxy=(1217,550,1350,571)
corinth-headline: Ο ΔΙΑΔΟΧΟΣ ΔΙΕΝΕΙΜΕ ΒΙΒΛΙΑΡΙΑ ΕΙΣ ΚΟΡΙΝΘΟΝ xyxy=(1217,1104,1351,1140)
cold-headline: ΕΙΣ ΟΛΟΚΛΗΡΟΝ ΤΗΝ ΕΥΡΩΠΗΝ ΕΠΙΚΡΑΤΕΙ ΣΦΟΔΡΑ ΚΑΚΟΚΑΙΡΙΑ ΜΕ ΠΤΩΣΙΝ ΧΙΟΝΩΝ ΚΑΙ ΚΑΤΑΙΓΙΔΑΣ xyxy=(94,570,357,635)
headline-line: Ο ΜΑΚΑΡΙΟΣ ΣΥΓΚΑΛΕΙ ΥΠΟΥΡΓ. ΣΥΜΒΟΥΛΙΟΝ xyxy=(387,224,1192,259)
article-text: Ο αντιπρόεδρος της κυβερνήσεως κ. Π. Κανελλόπουλος εδέχθη χθες τον κ. Φ. Μακρήν, με τον οποίον συνεζήτησε θέματα της αρμοδιότητός του. xyxy=(1360,923,1492,986)
students-subheadline: ΟΙ ΚΥΠΡΙΟΙ ΦΟΙΤΗΤΑΙ ΑΠΟΚΡΟΥΟΥΝ ΤΑΣ ΣΥΜΦΩΝΙΑΣ ΤΗΣ ΖΥΡΙΧΗΣ ΚΑΙ ΤΟΥ ΛΟΝΔΙΝΟΥ xyxy=(665,293,912,335)
article-text: Οι έντεύθεν κύκλοι τής βουλγαρικής πρωτευούσης αναμένουν μεταβολάς εις την ηγεσίαν τής Αλβανίας. Κατά την ίδια πηγή η Αλβανία αλλάζει πολιτικήν και στρέφεται πάλιν πρός την Μόσχαν, μετά την περίοδον ψυχρότητος. Τονίζεται ότι τα Τίρανα θα αποχωρήσουν από την αδιάλλακτον στάσιν και θα ευθυγραμμισθούν πρός την γραμμήν του Κρεμλίνου, ενώ αναμένονται αλλαγαί και εις το Πολιτικόν Γραφείον του Κόμματος Εργασίας. xyxy=(89,375,276,564)
delphi-headline: ΑΝΑΠΑΥΣΙΝ ΕΙΣ ΔΕΛΦΟΥΣ xyxy=(435,956,585,969)
article-text: Αι αυτοδιοικήσεις των Κυκλάδων υπέβαλον αναφοράν προς το υπουργείον Εσωτερικών διά την βελτίωσιν των συγκοινωνιών και των λιμενικών έργων των νήσων. xyxy=(375,790,644,823)
column-rule xyxy=(369,140,370,2263)
dateline: ΟΥΑΣΙΓΚΤΩΝ, 22. (Ρώυτερ). — xyxy=(662,1554,829,1565)
grivas-article xyxy=(375,1021,644,1063)
article-text: Υπό δραματικάς συνθήκας, εν μέσω χιονοθυέλλης, συνεχίζεται η πορεία των σπουδαστών της Σχολής Υπομηχανικών προς τας Αθήνας, διά να διαμαρτυρηθούν διά την μη αναγνώρισιν των πτυχίων των. Οι κάτοικοι των χωρίων από τα οποία διέρχονται τους προσφέρουν τροφάς και στέγην. xyxy=(652,1168,925,1231)
tee-box-headline: ΜΙΑ ΕΚΘΕΣΙΣ ΕΠΙΤΡΟΠΗΣ ΤΟΥ Τ.Ε.Ε. xyxy=(683,979,894,992)
acquitted-headline: ΑΠΕΦΑΣΗ ΚΑΙ ΕΚΥΡΩΘΗ Ο ΚΑΘΗΓΗΤΗΣ ΤΟΥ xyxy=(106,1937,205,1974)
sailors-rescued-headline: ΕΙΚΟΣΙΤΕΣΣΑΡΕΣ ΔΙΑΞΕΣΤΗΚΟΝ ΤΟΥΣ ΝΑΥΤΑΣ ΤΩΝ ΜΑΚΕΔΟΝΙΑΣ ΤΟΥ ΑΠΕΣΤΑΛΗ ΣΤΟ ΡΕΔΑ xyxy=(1363,1104,1488,1164)
dateline: ΚΩΝΣΤΑΝΤΙΝΟΥΠΟΛΙΣ, 22. (Γαλλ. Πρ.). — xyxy=(945,1202,1164,1212)
headline-line: ΚΑΘΙΕΡΩΣΕΩΣ ΤΗΣ «ΑΝΩΤΕΡΑΣ» ΕΚΠΑΙΔΕΥΣΕΩΣ xyxy=(675,817,902,847)
newspaper-title: ΕΛΕΥΘΕΡΙΑ xyxy=(662,85,978,135)
mps-headline xyxy=(89,849,362,949)
headline-line: ΚΑΙ ΚΥΚΛΟΦΟΡΗΣΑΝ ΧΘΕΣ ΔΙΑΚΗΡΥΞΙΝ ΥΠΕΡ xyxy=(109,879,342,916)
article-subheading: Ο κ. ΚΑΝΕΛΛΟΠΟΥΛΟΣ ΕΔΕΧΘΗ ΧΘΕΣ ΤΟΝ κ. Φ. ΜΑΚΡΗΝ xyxy=(1222,912,1450,1007)
column-rule xyxy=(929,603,930,2263)
issue-date-line: ΠΑΡΑΣΚΕΥΗ 23 ΔΕΚΕΜΒΡΙΟΥ 1960 ΣΕΛΙΣ 8 ΓΡΑΦΕΙΑ : ΕΛΕΥΘΕΡΙΟΥ ΒΕΝΙΖΕΛΟΥ 20 xyxy=(89,111,521,123)
article-text: Ευρίσκεται υπό ανέγερσιν το νέον κτίριον του Ταμείου Συντάξεων εις την περιοχήν των Αθηνών. xyxy=(935,1585,1204,1606)
dateline: ΛΕΥΚΩΣΙΑ, 22. («Ρ.Α.»). — xyxy=(89,1419,220,1440)
arms-plane-headline: ΟΙ ΓΑΛΛΟΙ ΣΥΝΕΛΑΒΟΝ ΑΕΡΟΠΛΑΝΟΝ ΜΕ ΦΟΡΤΙΟΝ ΟΠΛΩΝ xyxy=(942,706,1197,733)
article-subheading: ΟΙ ΚΥΠΡΙΟΙ ΦΟΙΤΗΤΑΙ xyxy=(1003,338,1116,349)
star-article xyxy=(229,1717,362,1759)
eda-headline: Η Ε.Δ.Α. ΔΙΑ ΤΟ ΑΛΓΕΡΙΝΟΝ xyxy=(984,602,1154,615)
eka-headline: ΕΞΗΤΗΘΗ Η ΚΑΤΑΘΕΣΙΣ ΕΙΣ ΤΗΝ ΒΟΥΛΗΝ ΤΟΥ ΦΑΚΕΛΟΥ ΤΗΣ ΕΚΑ xyxy=(376,628,643,653)
article-text: Οι αντικομμουνισταί του Θιβέτ εζήτησαν επισήμως βοήθειαν από τον στρατάρχην Τσαγκ Κάι Σεκ διά να συνεχίσουν τον αγώνα των κατά των Κινέζων κομμουνιστών. Εκπρόσωπος της εθνικιστικής κυβερνήσεως εδήλωσεν ότι εξετάζεται το αίτημα, ενώ πληροφορίαι αναφέρουν ότι προετοιμάζονται νέαι εξεγέρσεις. xyxy=(652,694,925,757)
eda-article xyxy=(935,616,1204,701)
article-text: Η επιτροπή του Τεχνικού Επιμελητηρίου υπέβαλεν έκθεσιν διά την οργάνωσιν της τεχνικής εκπαιδεύσεως. xyxy=(657,991,920,1012)
article-text: Η πώλησις χριστουγεννιάτικων δένδρων εις τας Ηνωμένας Πολιτείας υπερβαίνει φέτος τα 50.000.000. Αι μεγαλύτεραι ποσότητες προέρχονται εκ Καναδά, ενώ αι τιμαί σημειώνουν αύξησιν. xyxy=(1217,1043,1492,1097)
weather-article xyxy=(229,1779,362,1883)
headline-line: ΕΠΗΡΧΟΝΤΑΙ ΜΕΤΑΒΟΛΑΙ ΕΙΣ ΤΗΝ ΚΟΜΜΟΥΝΙΣΤΙΚΗΝ xyxy=(669,1385,908,1415)
article-text: Τρεις εκ των ηγετών των επαναστατών συνελήφθησαν κατόπιν συμπλοκής με τας κυβερνητικάς δυνάμεις. xyxy=(935,1535,1204,1566)
mps-article xyxy=(89,952,362,1351)
article-text: Οι βουλευταί της ΕΔΑ ζητούν την κατάθεσιν εις την Βουλήν του φακέλου της Εργατικής Κατοικίας, διά να ελεγχθή η διαχείρισις των χρημάτων των ασφαλισμένων. xyxy=(375,652,644,684)
article-text: Ισχυρά έκρηξις φιαλιδίων δυναμίτιδος προεκάλεσε τον θάνατον πολλών ατόμων και σοβαράς καταστροφάς εις συνοικίαν της πόλεως. xyxy=(935,1265,1204,1307)
article-text: Οι 1.000 διπλωματούχοι μηχανικοί του Πολυτεχνείου απειλούν ότι θα καταθέσουν τα πτυχία των εάν καθιερωθή η «ανωτέρα» τεχνική εκπαίδευσις η οποία, κατά την γνώμην των, θα υποβαθμίση το επάγγελμα. Εις συγκέντρωσιν του Τεχνικού Επιμελητηρίου απεφασίσθη να επιδοθή υπόμνημα εις τον πρωθυπουργόν. xyxy=(652,911,925,974)
headline-line: Η ΚΥΒΕΡΝΗΣΙΣ ΔΙΑΨΕΥΔΕΙ ΟΤΙ ΔΙΕΜΑΡΤΥΡΗΘΗ xyxy=(404,138,1175,169)
article-text: Υπό τεσσάρων βουλευτών της Δημοκρατικής Ενώσεως, ενός βουλευτού του Αγροτικού Κόμματος και τινων πολιτευτών υπεγράφη και εκυκλοφόρησε χθες διακήρυξις διά της οποίας καλούνται όλα τα προοδευτικά κόμματα να συνεργασθούν. Εις την διακήρυξιν τονίζεται η ανάγκη ενιαίας δράσεως εναντίον της κυβερνήσεως και διά την υπεράσπισιν των δημοκρατικών ελευθεριών. Η διακήρυξις υποστηρίζει την συγκρότησιν ενός ευρέος μετώπου με κοινόν πρόγραμμα. xyxy=(230,952,362,1150)
clerks-strike-headline: ΟΙ ΕΜΠΟΡΟΫΠΑΛΛΗΛΟΙ ΘΑ ΚΗΡΥΞΟΥΝ ΑΠΕΡΓΙΑΝ xyxy=(1365,1244,1486,1292)
article-text: Εκ του υπουργείου Εσωτερικών ανακοινούται ότι την 1ην Ιανουαρίου θα γίνη η εκλογή των νέων προεδρείων των δημοτικών συμβουλίων του Κράτους συμφώνως προς τας διατάξεις του κώδικος. xyxy=(89,1559,221,1644)
explosion-article xyxy=(935,1265,1204,1306)
article-text: Οι 1.000 διπλωματούχοι μηχανικοί του Πολυτεχνείου απειλούν ότι θα καταθέσουν τα πτυχία των εάν καθιερωθή η «ανωτέρα» τεχνική εκπαίδευσις η οποία, κατά την γνώμην των, θα υποβαθμίση το επάγγελμα. Εις συγκέντρωσιν του Τεχνικού Επιμελητηρίου απεφασίσθη να επιδοθή υπόμνημα εις τον πρωθυπουργόν. xyxy=(652,848,925,910)
column-5 xyxy=(1217,140,1492,1462)
contact-line: ΤΗΛΕΦΩΝΑ ΓΡΑΦΕΙΩΝ : 624.501 — ΤΥΠΟΓΡΑΦΕΙΑ : ΚΟΛΟΚΟΤΡΩΝΗ 8 ΤΗΛΕΦ. 30.547 xyxy=(1063,111,1492,123)
weather-headline: Ο ΚΑΙΡΟΣ xyxy=(267,1766,324,1779)
dateline: ΘΕΣΣΑΛΟΝΙΚΗ, 22. (Του ανταποκριτού μας). — xyxy=(662,1292,909,1303)
austria-headline: ΑΥΤΟΕΛΕΓΧΟΣ ΤΟΥ ΤΥΠΟΥ ΕΙΣ ΑΥΣΤΡΙΑΝ xyxy=(950,1410,1189,1423)
article-text: Ο υιός υπουργού της κυβερνήσεως της Ανατολικής Γερμανίας διέφυγεν εις το Δυτικόν Βερολίνον και εζήτησε πολιτικό άσυλον. xyxy=(935,1095,1204,1126)
christmas-trees-article xyxy=(1217,1044,1492,1097)
article-text: Ο στρατηγός Γρίβας θα μεταβή εκ νέου εις Λάρισαν μετά τας εορτάς διά να παραστή εις εκδηλώσεις των οπαδών του. xyxy=(375,1041,644,1063)
arms-plane-article xyxy=(935,733,1204,839)
dateline: ΤΑΪΠΕΪ, 22. (Ρώυτερ). — xyxy=(662,694,784,705)
hoover-headline xyxy=(652,1501,925,1555)
article-text: Σοβιετικοί αστρονόμοι ανεκάλυψαν νέον αστέρα εις το νότιον ημισφαίριον. xyxy=(229,1727,362,1759)
tobacco-article xyxy=(89,1784,221,1931)
article-text: Σφοδρά κακοκαιρία επικρατεί σήμερον εις την Ευρώπην. Χιόνες έπεσαν εις την Γαλλίαν, την Ιταλίαν και την Ελβετίαν, ενώ καταιγίδες έπληξαν τας ακτάς της Βρεταννίας. Εις τας Ηνωμένας Πολιτείας νέον κύμα ψύχους προκαλεί δυσχερείας εις την κυκλοφορίαν και πολλοί θάνατοι εσημειώθησαν. Η θερμοκρασία κατήλθεν κάτω του μηδενός εις πολλάς πολιτείας. xyxy=(187,673,362,841)
christmas-trees-headline: ΔΙΕΝΕΣΙΣ ΕΙΣ ΤΗΝ ΑΓΟΡΑΝ ΔΙΑ ΤΑ ΧΡΙΣΤΟΥΓΕΝΝΙΑΤΙΚΑ ΔΕΝΔΡΑ xyxy=(1242,1014,1467,1042)
article-text: Υπό δραματικάς συνθήκας, εν μέσω χιονοθυέλλης, συνεχίζεται η πορεία των σπουδαστών της Σχολής Υπομηχανικών προς τας Αθήνας, διά να διαμαρτυρηθούν διά την μη αναγνώρισιν των πτυχίων των. Οι κάτοικοι των χωρίων από τα οποία διέρχονται τους προσφέρουν τροφάς και στέγην. xyxy=(652,1105,925,1168)
brief-column xyxy=(1217,1105,1351,1463)
article-text: Σφοδρά κακοκαιρία επικρατεί σήμερον εις την Ευρώπην. Χιόνες έπεσαν εις την Γαλλίαν, την Ιταλίαν και την Ελβετίαν, ενώ καταιγίδες έπληξαν τας ακτάς της Βρεταννίας. Εις τας Ηνωμένας Πολιτείας νέον κύμα ψύχους προκαλεί δυσχερείας εις την κυκλοφορίαν και πολλοί θάνατοι εσημειώθησαν. Η θερμοκρασία κατήλθεν κάτω του μηδενός εις πολλάς πολιτείας. xyxy=(89,684,220,841)
article-text: Το Σοσιαλιστικόν Κόμμα ανεκοίνωσεν ότι θα υποστηρίξη εις το δημοψήφισμα την πολιτικήν του στρατηγού Ντε Γκωλ διά την Αλγερίαν. xyxy=(935,871,1205,903)
treasury-article xyxy=(935,1585,1204,1606)
signs-headline: ΘΑ ΤΟΠΟΘΕΤΗΘΟΥΝ ΠΙΝΑΚΙΔΕΣ ΕΙΣ ΤΑΣ ΟΔΟΥΣ xyxy=(952,1314,1187,1339)
polaris-headline: Η ΑΓΓΛΙΑ ΑΝΤΙΤΙΘΕΤΑΙ ΕΙΣ ΤΑΣ ΑΜΕΡΙΚΑΝΙΚΑΣ ΑΠΟΨΕΙΣ ΔΙ' ΕΝΙΣΧΥΣΙΝ ΤΩΝ ΔΥΝΑΜΕΩΝ ΤΟΥ Ν.Α.Τ.Ο. ΜΕ ΠΥΡΗΝΙΚΟΥΣ ΠΥΡΑΥΛΟΥΣ ΤΥΠΟΥ «ΠΟΛΑΡΙΣ» xyxy=(1237,476,1472,548)
delphi-article xyxy=(375,968,644,989)
main-article xyxy=(375,294,644,484)
corinth-article xyxy=(1217,1140,1351,1204)
article-text: Το Κακουργιοδικείον Πειραιώς κηρύξε αθώους τους υπαλλήλους του Ταμείου οι οποίοι κατηγορούντο διά καταχρήσεις εις βάρος του Βιομηχανικού Επιμελητηρίου. xyxy=(229,1623,362,1687)
column-3-lower xyxy=(652,603,925,1650)
